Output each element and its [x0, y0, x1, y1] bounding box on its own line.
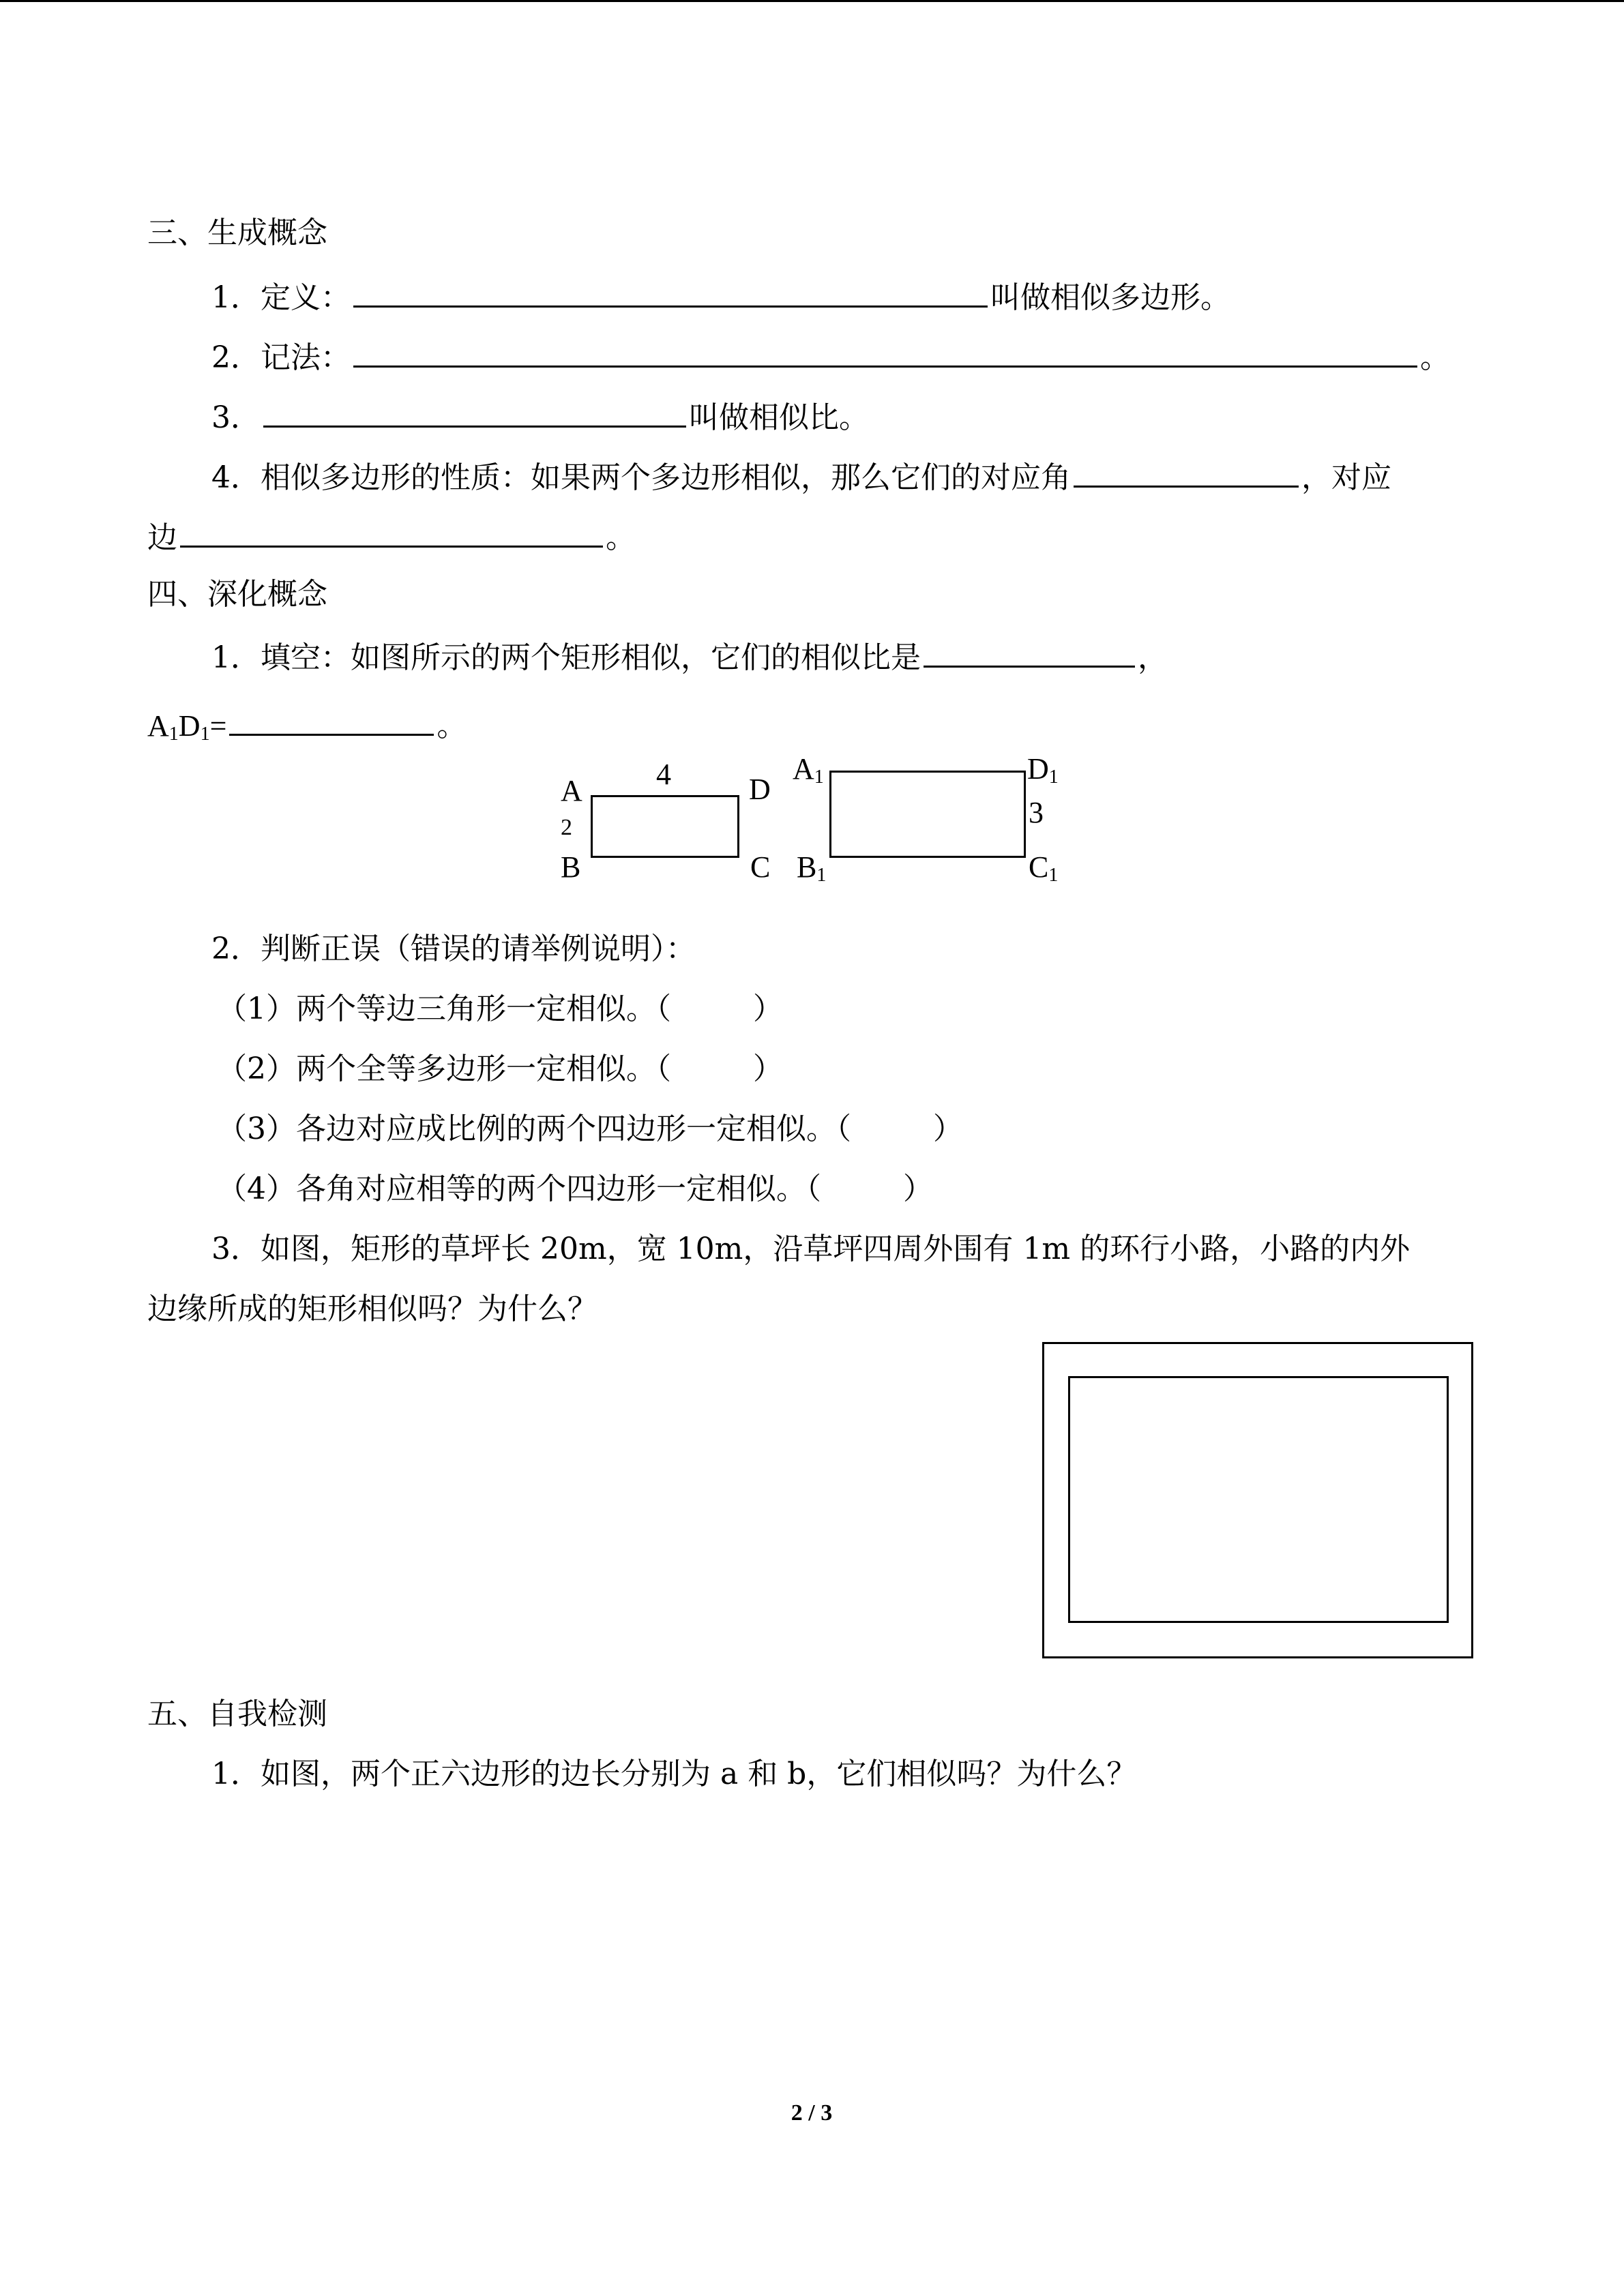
label-A1: $A_1$ [793, 752, 824, 788]
blank-similarity-ratio[interactable] [924, 634, 1135, 668]
s4-q2-item-2: （2）两个全等多边形一定相似。（ ） [217, 1052, 783, 1086]
s3-q1: 1．定义： 叫做相似多边形。 [211, 274, 1230, 318]
s4-q2-item-4: （4）各角对应相等的两个四边形一定相似。（ ） [217, 1172, 933, 1206]
label-B: B [561, 850, 581, 884]
s4-q3-line2: 边缘所成的矩形相似吗？为什么？ [147, 1292, 597, 1326]
section-4-title: 四、深化概念 [147, 577, 327, 612]
lawn-inner-rectangle [1068, 1376, 1449, 1623]
blank-a1d1[interactable] [229, 702, 434, 736]
s3-q3: 3． 叫做相似比。 [211, 394, 869, 438]
label-C: C [750, 850, 771, 884]
blank-ratio[interactable] [263, 394, 686, 428]
blank-angles[interactable] [1074, 454, 1299, 488]
label-C1: $C_1$ [1029, 850, 1059, 886]
large-rectangle [829, 771, 1026, 858]
blank-definition[interactable] [353, 274, 988, 308]
s3-q4-line2: 边 。 [147, 514, 636, 558]
small-rectangle [591, 795, 739, 858]
s4-q2-title: 2．判断正误（错误的请举例说明）： [211, 931, 696, 966]
label-A: A [561, 774, 582, 807]
label-side-4: 4 [656, 758, 671, 791]
label-D1: $D_1$ [1027, 752, 1059, 788]
s4-q1-line2: $A_1D_1=$ 。 [147, 702, 467, 755]
label-side-3: 3 [1029, 796, 1044, 829]
section-3-title: 三、生成概念 [147, 215, 327, 250]
top-border [0, 0, 1624, 2]
page-number: 2 / 3 [791, 2100, 833, 2126]
s3-q4: 4．相似多边形的性质：如果两个多边形相似，那么它们的对应角 ，对应 [211, 454, 1391, 498]
s4-q2-item-1: （1）两个等边三角形一定相似。（ ） [217, 992, 783, 1026]
blank-sides[interactable] [180, 514, 603, 548]
s5-q1: 1．如图，两个正六边形的边长分别为 a 和 b，它们相似吗？为什么？ [211, 1757, 1137, 1791]
s3-q2: 2．记法： 。 [211, 334, 1450, 378]
section-5-title: 五、自我检测 [147, 1697, 327, 1731]
label-D: D [749, 773, 771, 806]
label-B1: $B_1$ [797, 850, 827, 886]
s4-q2-item-3: （3）各边对应成比例的两个四边形一定相似。（ ） [217, 1112, 963, 1146]
label-side-2: 2 [561, 815, 572, 840]
s4-q3-line1: 3．如图，矩形的草坪长 20m，宽 10m，沿草坪四周外围有 1m 的环行小路，小路的内外 [211, 1232, 1411, 1266]
s4-q1: 1．填空：如图所示的两个矩形相似，它们的相似比是 ， [211, 634, 1168, 679]
blank-notation[interactable] [353, 334, 1417, 368]
